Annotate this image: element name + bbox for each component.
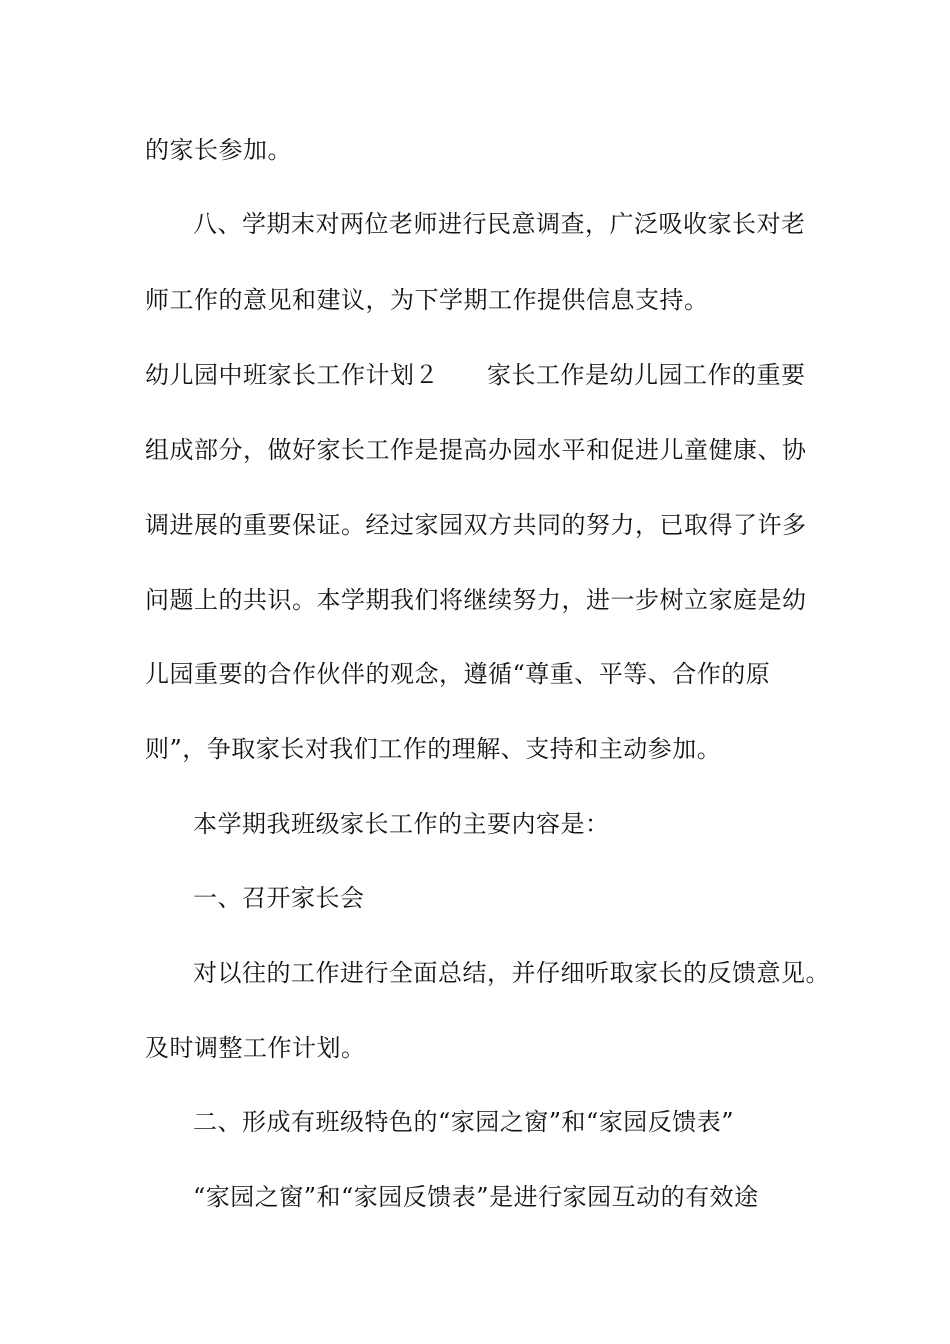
text-line-8: 儿园重要的合作伙伴的观念，遵循“尊重、平等、合作的原 xyxy=(145,660,771,688)
text-line-3: 师工作的意见和建议，为下学期工作提供信息支持。 xyxy=(145,286,709,314)
text-line-14: 二、形成有班级特色的“家园之窗”和“家园反馈表” xyxy=(193,1108,735,1136)
text-line-6: 调进展的重要保证。经过家园双方共同的努力，已取得了许多 xyxy=(145,511,807,539)
text-line-1: 的家长参加。 xyxy=(145,136,292,164)
text-line-13: 及时调整工作计划。 xyxy=(145,1034,366,1062)
paragraph-start: 家长工作是幼儿园工作的重要 xyxy=(487,361,806,389)
text-line-5: 组成部分，做好家长工作是提高办园水平和促进儿童健康、协 xyxy=(145,436,807,464)
section-title: 幼儿园中班家长工作计划２ xyxy=(145,361,439,389)
text-line-9: 则”，争取家长对我们工作的理解、支持和主动参加。 xyxy=(145,735,722,763)
text-line-7: 问题上的共识。本学期我们将继续努力，进一步树立家庭是幼 xyxy=(145,586,807,614)
text-line-10: 本学期我班级家长工作的主要内容是： xyxy=(193,810,610,838)
text-line-2: 八、学期末对两位老师进行民意调查，广泛吸收家长对老 xyxy=(193,210,806,238)
text-line-4 xyxy=(145,360,806,390)
text-line-15: “家园之窗”和“家园反馈表”是进行家园互动的有效途 xyxy=(193,1183,759,1211)
text-line-11: 一、召开家长会 xyxy=(193,884,365,912)
text-line-12: 对以往的工作进行全面总结，并仔细听取家长的反馈意见。 xyxy=(193,959,830,987)
